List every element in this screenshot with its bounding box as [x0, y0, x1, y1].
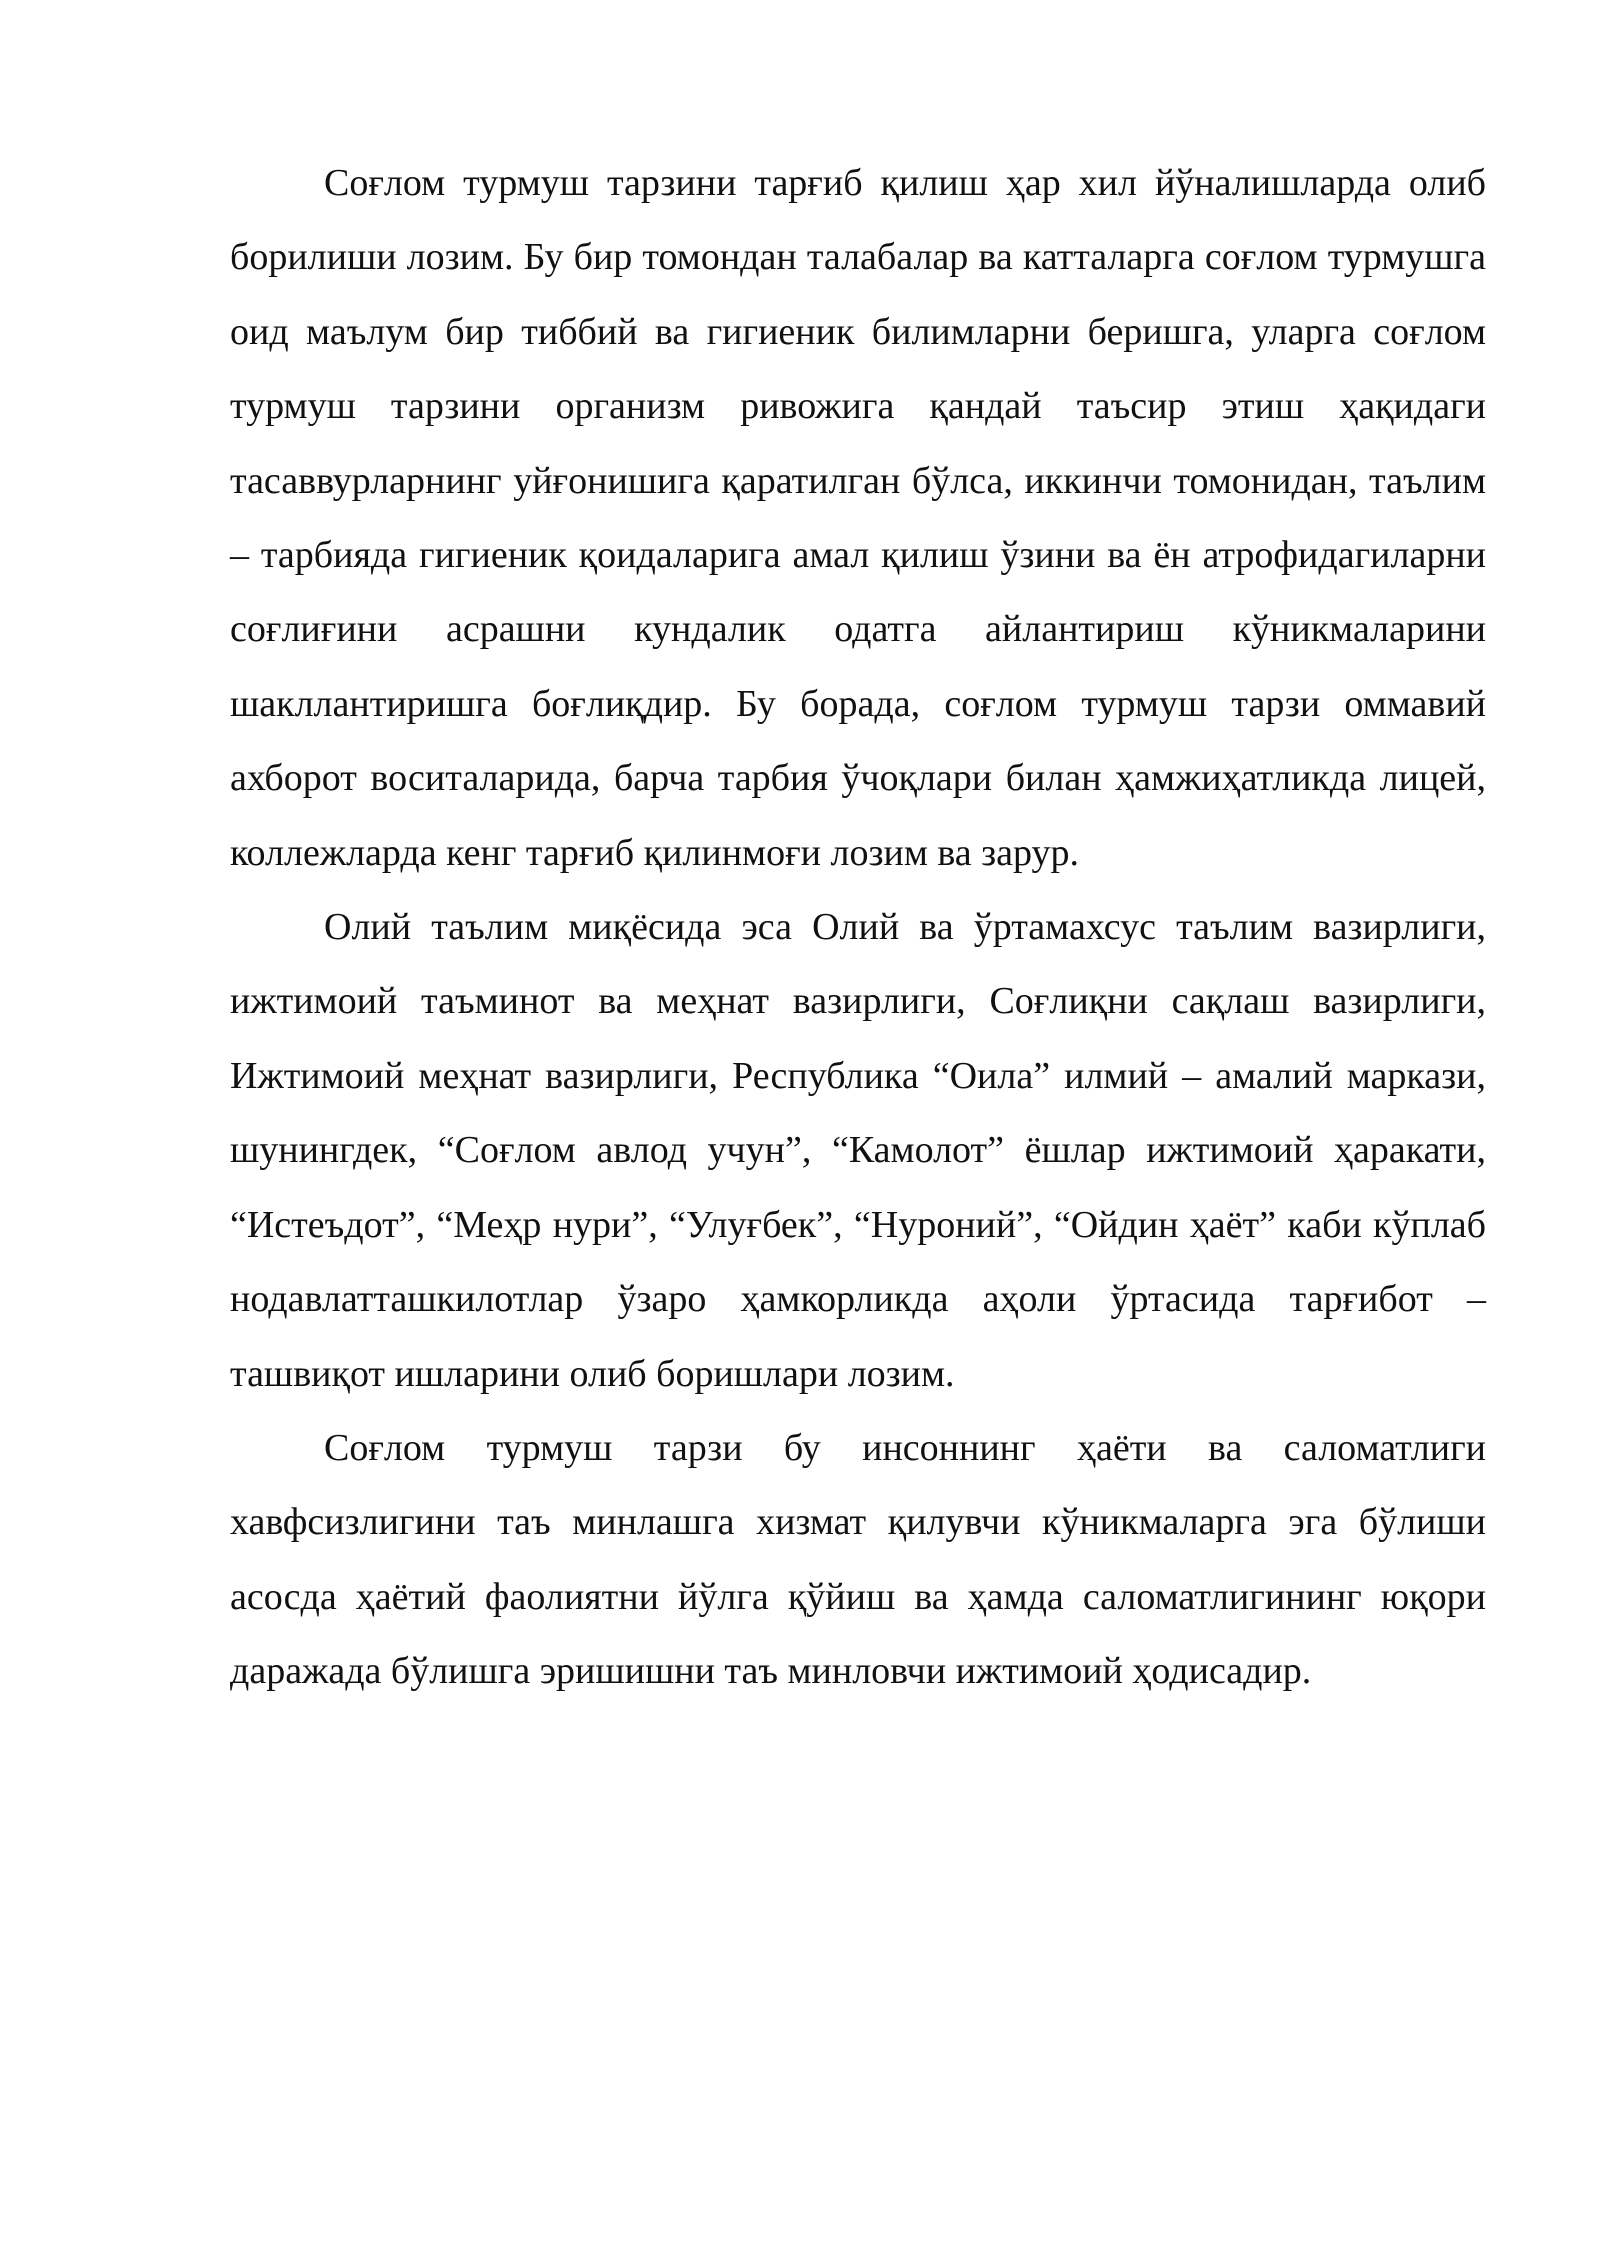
paragraph-3: Соғлом турмуш тарзи бу инсоннинг ҳаёти ва саломатлиги хавфсизлигини таъ минлашга хизмат қилувчи кўникмаларга эга бўлиши асосда ҳаётий фаолиятни йўлга қўйиш ва ҳамда саломатлигининг юқори даражада бўлишга эришишни таъ минловчи ижтимоий ҳодисадир.: [230, 1426, 1486, 1693]
paragraph-1: Соғлом турмуш тарзини тарғиб қилиш ҳар хил йўналишларда олиб борилиши лозим. Бу бир томондан талабалар ва катталарга соғлом турмушга оид маълум бир тиббий ва гигиеник билимларни беришга, уларга соғлом турмуш тарзини организм ривожига қандай таъсир этиш ҳақидаги тасаввурларнинг уйғонишига қаратилган бўлса, иккинчи томонидан, таълим – тарбияда гигиеник қоидаларига амал қилиш ўзини ва ён атрофидагиларни соғлиғини асрашни кундалик одатга айлантириш кўникмаларини шакллантиришга боғлиқдир. Бу борада, соғлом турмуш тарзи оммавий ахборот воситаларида, барча тарбия ўчоқлари билан ҳамжиҳатликда лицей, коллежларда кенг тарғиб қилинмоғи лозим ва зарур.: [230, 162, 1486, 874]
document-body: [230, 146, 1486, 1709]
paragraph-2: Олий таълим миқёсида эса Олий ва ўртамахсус таълим вазирлиги, ижтимоий таъминот ва меҳнат вазирлиги, Соғлиқни сақлаш вазирлиги, Ижтимоий меҳнат вазирлиги, Республика “Оила” илмий – амалий маркази, шунингдек, “Соғлом авлод учун”, “Камолот” ёшлар ижтимоий ҳаракати, “Истеъдот”, “Меҳр нури”, “Улуғбек”, “Нуроний”, “Ойдин ҳаёт” каби кўплаб нодавлатташкилотлар ўзаро ҳамкорликда аҳоли ўртасида тарғибот – ташвиқот ишларини олиб боришлари лозим.: [230, 906, 1486, 1395]
